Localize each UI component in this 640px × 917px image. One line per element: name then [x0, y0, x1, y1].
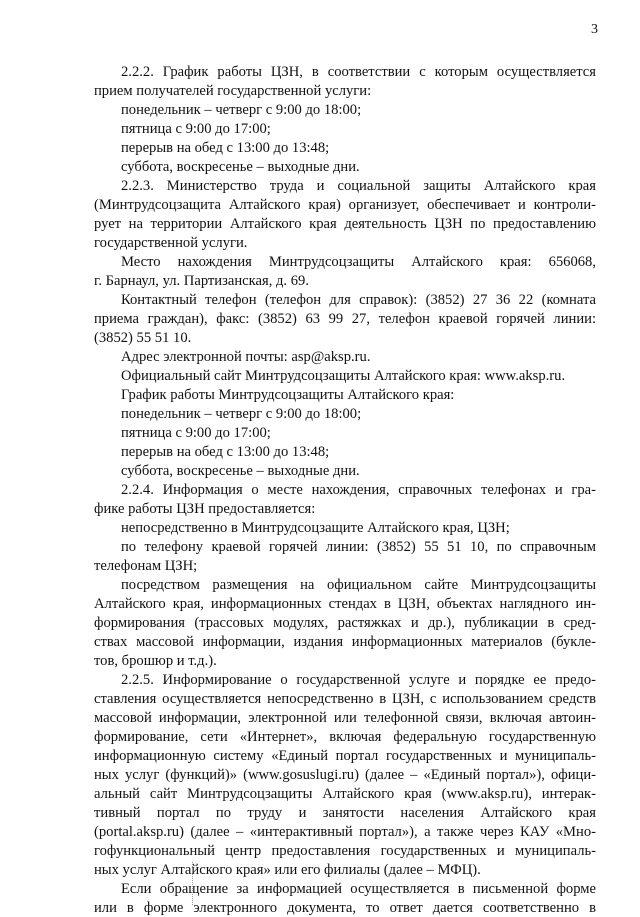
text-line: Если обращение за информацией осуществляется в письменной форме [121, 881, 596, 897]
page-number: 3 [591, 22, 598, 37]
text-line: прием получателей государственной услуги: [94, 83, 372, 99]
text-line: Контактный телефон (телефон для справок): (3852) 27 36 22 (комната [121, 292, 596, 308]
text-line: фике работы ЦЗН предоставляется: [94, 501, 316, 517]
text-line: рует на территории Алтайского края деятельность ЦЗН по предоставлению [94, 216, 596, 232]
text-line: суббота, воскресенье – выходные дни. [121, 463, 360, 479]
text-line: 2.2.5. Информирование о государственной услуге и порядке ее предо- [121, 672, 596, 688]
text-line: телефонам ЦЗН; [94, 558, 198, 574]
text-line: Официальный сайт Минтрудсоцзащиты Алтайского края: www.aksp.ru. [121, 368, 566, 384]
text-line: пятница с 9:00 до 17:00; [121, 425, 271, 441]
text-line: приема граждан), факс: (3852) 63 99 27, телефон краевой горячей линии: [94, 311, 596, 327]
text-line: График работы Минтрудсоцзащиты Алтайского края: [121, 387, 455, 403]
text-line: непосредственно в Минтрудсоцзащите Алтайского края, ЦЗН; [121, 520, 510, 536]
text-line: формирования (трассовых модулях, растяжках и др.), публикации в сред- [94, 615, 596, 631]
text-line: (Минтрудсоцзащита Алтайского края) организует, обеспечивает и контроли- [94, 197, 596, 213]
text-line: ных услуг (функций)» (www.gosuslugi.ru) (далее – «Единый портал»), офици- [94, 767, 596, 783]
text-line: перерыв на обед с 13:00 до 13:48; [121, 140, 330, 156]
text-line: по телефону краевой горячей линии: (3852) 55 51 10, по справочным [121, 539, 596, 555]
text-line: информационную систему «Единый портал государственных и муниципаль- [94, 748, 596, 764]
text-line: ных услуг Алтайского края» или его филиалы (далее – МФЦ). [94, 862, 481, 878]
text-line: государственной услуги. [94, 235, 248, 251]
text-line: ствах массовой информации, издания информационных материалов (букле- [94, 634, 596, 650]
text-line: Алтайского края, информационных стендах в ЦЗН, объектах наглядного ин- [94, 596, 596, 612]
text-line: тов, брошюр и т.д.). [94, 653, 217, 669]
text-line: 2.2.2. График работы ЦЗН, в соответствии с которым осуществляется [121, 64, 596, 80]
text-line: или в форме электронного документа, то ответ дается соответственно в [94, 900, 596, 916]
text-line: тивный портал по труду и занятости населения Алтайского края [94, 805, 596, 821]
text-line: Место нахождения Минтрудсоцзащиты Алтайского края: 656068, [121, 254, 596, 270]
text-line: ставления осуществляется непосредственно в ЦЗН, с использованием средств [94, 691, 596, 707]
text-line: формирование, сети «Интернет», включая федеральную государственную [94, 729, 596, 745]
text-line: г. Барнаул, ул. Партизанская, д. 69. [94, 273, 309, 289]
text-line: (3852) 55 51 10. [94, 330, 192, 346]
text-line: альный сайт Минтрудсоцзащиты Алтайского края (www.aksp.ru), интерак- [94, 786, 596, 802]
text-line: понедельник – четверг с 9:00 до 18:00; [121, 406, 362, 422]
text-line: массовой информации, электронной или телефонной связи, включая автоин- [94, 710, 596, 726]
text-line: 2.2.3. Министерство труда и социальной защиты Алтайского края [121, 178, 596, 194]
text-line: суббота, воскресенье – выходные дни. [121, 159, 360, 175]
text-line: перерыв на обед с 13:00 до 13:48; [121, 444, 330, 460]
text-line: посредством размещения на официальном сайте Минтрудсоцзащиты [121, 577, 596, 593]
scan-fold-mark [192, 862, 193, 905]
text-line: пятница с 9:00 до 17:00; [121, 121, 271, 137]
text-line: Адрес электронной почты: asp@aksp.ru. [121, 349, 371, 365]
text-line: 2.2.4. Информация о месте нахождения, справочных телефонах и гра- [121, 482, 596, 498]
text-line: гофункциональный центр предоставления государственных и муниципаль- [94, 843, 596, 859]
text-line: понедельник – четверг с 9:00 до 18:00; [121, 102, 362, 118]
text-line: (portal.aksp.ru) (далее – «интерактивный портал»), а также через КАУ «Мно- [94, 824, 596, 840]
